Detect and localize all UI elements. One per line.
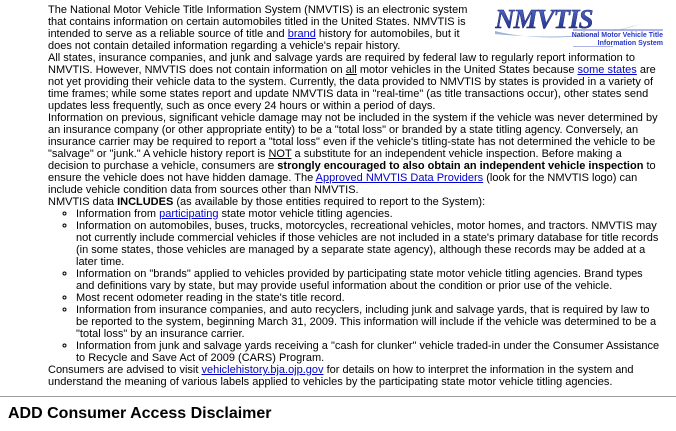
- text-link[interactable]: Approved NMVTIS Data Providers: [315, 172, 484, 184]
- list-item: [76, 208, 663, 220]
- text-segment: Most recent odometer reading in the state's title record.: [76, 292, 345, 304]
- text-segment: Information on "brands" applied to vehicles provided by participating state motor vehicle titling agencies. Brand types and definitions vary by state, but may provide useful information about the condition or prior use of the vehicle.: [76, 268, 643, 292]
- list-item: [76, 304, 663, 340]
- text-link[interactable]: participating: [159, 208, 219, 220]
- text-segment: Information on automobiles, buses, trucks, motorcycles, recreational vehicles, motor homes, and tractors. NMVTIS may not currently include commercial vehicles if those vehicles are not included in a state's primary database for title records (in some states, those vehicles are managed by a separate state agency), although these records may be added at a later time.: [76, 220, 659, 268]
- text-segment: all: [345, 64, 357, 76]
- list-item: [76, 268, 663, 292]
- list-item: [76, 292, 663, 304]
- text-segment: Information from: [76, 208, 160, 220]
- list-item: [76, 340, 663, 364]
- logo-subtitle-line2: Information System: [597, 40, 663, 47]
- text-segment: to ensure the vehicle does not have hidden damage. The: [48, 160, 656, 184]
- text-link[interactable]: brand: [287, 28, 316, 40]
- text-segment: history for automobiles, but it does not contain detailed information regarding a vehicle's repair history.: [48, 28, 460, 52]
- text-segment: (as available by those entities required to report to the System):: [173, 196, 486, 208]
- page: [8, 4, 668, 423]
- paragraph-damage-inspection: [48, 112, 663, 196]
- paragraph-consumer-advice: [48, 364, 663, 388]
- text-segment: The National Motor Vehicle Title Information System (NMVTIS) is an electronic system that contains information on certain automobiles titled in the United States. NMVTIS is intended to serve as a reliable source of title and: [48, 4, 468, 40]
- page-heading: ADD Consumer Access Disclaimer: [8, 405, 272, 422]
- text-segment: Consumers are advised to visit: [48, 364, 202, 376]
- nmvtis-data-list: [48, 208, 663, 364]
- text-segment: Information from insurance companies, and auto recyclers, including junk and salvage yards, that is required by law to be reported to the system, beginning March 31, 2009. This information will include if the vehicle was determined to be a "total loss" by an insurance carrier.: [76, 304, 657, 340]
- text-segment: Information on previous, significant vehicle damage may not be included in the system if the vehicle was never determined by an insurance company (or other appropriate entity) to be a "total loss" or branded by a state titling agency. Conversely, an insurance carrier may be required to report a "total loss" even if the vehicle's titling-state has not determined the vehicle to be "salvage" or "junk." A vehicle history report is: [48, 112, 658, 160]
- paragraph-includes-intro: [48, 196, 663, 208]
- text-segment: for details on how to interpret the information in the system and understand the meaning of various labels applied to vehicles by the participating state motor vehicle titling agencies.: [48, 364, 634, 388]
- logo-title: NMVTIS: [495, 4, 593, 34]
- text-segment: are not yet providing their vehicle data to the system. Currently, the data provided to NMVTIS by states is provided in a variety of time frames; while some states report and update NMVTIS data in "real-time" (as title transactions occur), other states send updates less frequently, such as once every 24 hours or within a period of days.: [48, 64, 656, 112]
- text-segment: strongly encouraged to also obtain an independent vehicle inspection: [277, 160, 644, 172]
- text-segment: state motor vehicle titling agencies.: [218, 208, 393, 220]
- list-item: [76, 220, 663, 268]
- text-link[interactable]: some states: [577, 64, 637, 76]
- nmvtis-logo-image: [495, 4, 663, 47]
- text-segment: (look for the NMVTIS logo) can include vehicle condition data from sources other than NMVTIS.: [48, 172, 638, 196]
- text-segment: Information from junk and salvage yards receiving a "cash for clunker" vehicle traded-in under the Consumer Assistance to Recycle and Save Act of 2009 (CARS) Program.: [76, 340, 660, 364]
- paragraph-reporting: [48, 52, 663, 112]
- text-segment: NMVTIS data: [48, 196, 118, 208]
- nmvtis-disclaimer-content: [48, 4, 663, 388]
- nmvtis-logo: [495, 4, 663, 47]
- text-segment: INCLUDES: [117, 196, 174, 208]
- text-segment: NOT: [268, 148, 292, 160]
- text-segment: a substitute for an independent vehicle inspection. Before making a decision to purchase a vehicle, consumers are: [48, 148, 622, 172]
- text-link[interactable]: vehiclehistory.bja.ojp.gov: [201, 364, 324, 376]
- text-segment: motor vehicles in the United States because: [356, 64, 578, 76]
- logo-subtitle-line1: National Motor Vehicle Title: [571, 32, 663, 39]
- section-divider: [0, 396, 676, 397]
- text-segment: All states, insurance companies, and junk and salvage yards are required by federal law to regularly report information to NMVTIS. However, NMVTIS does not contain information on: [48, 52, 635, 76]
